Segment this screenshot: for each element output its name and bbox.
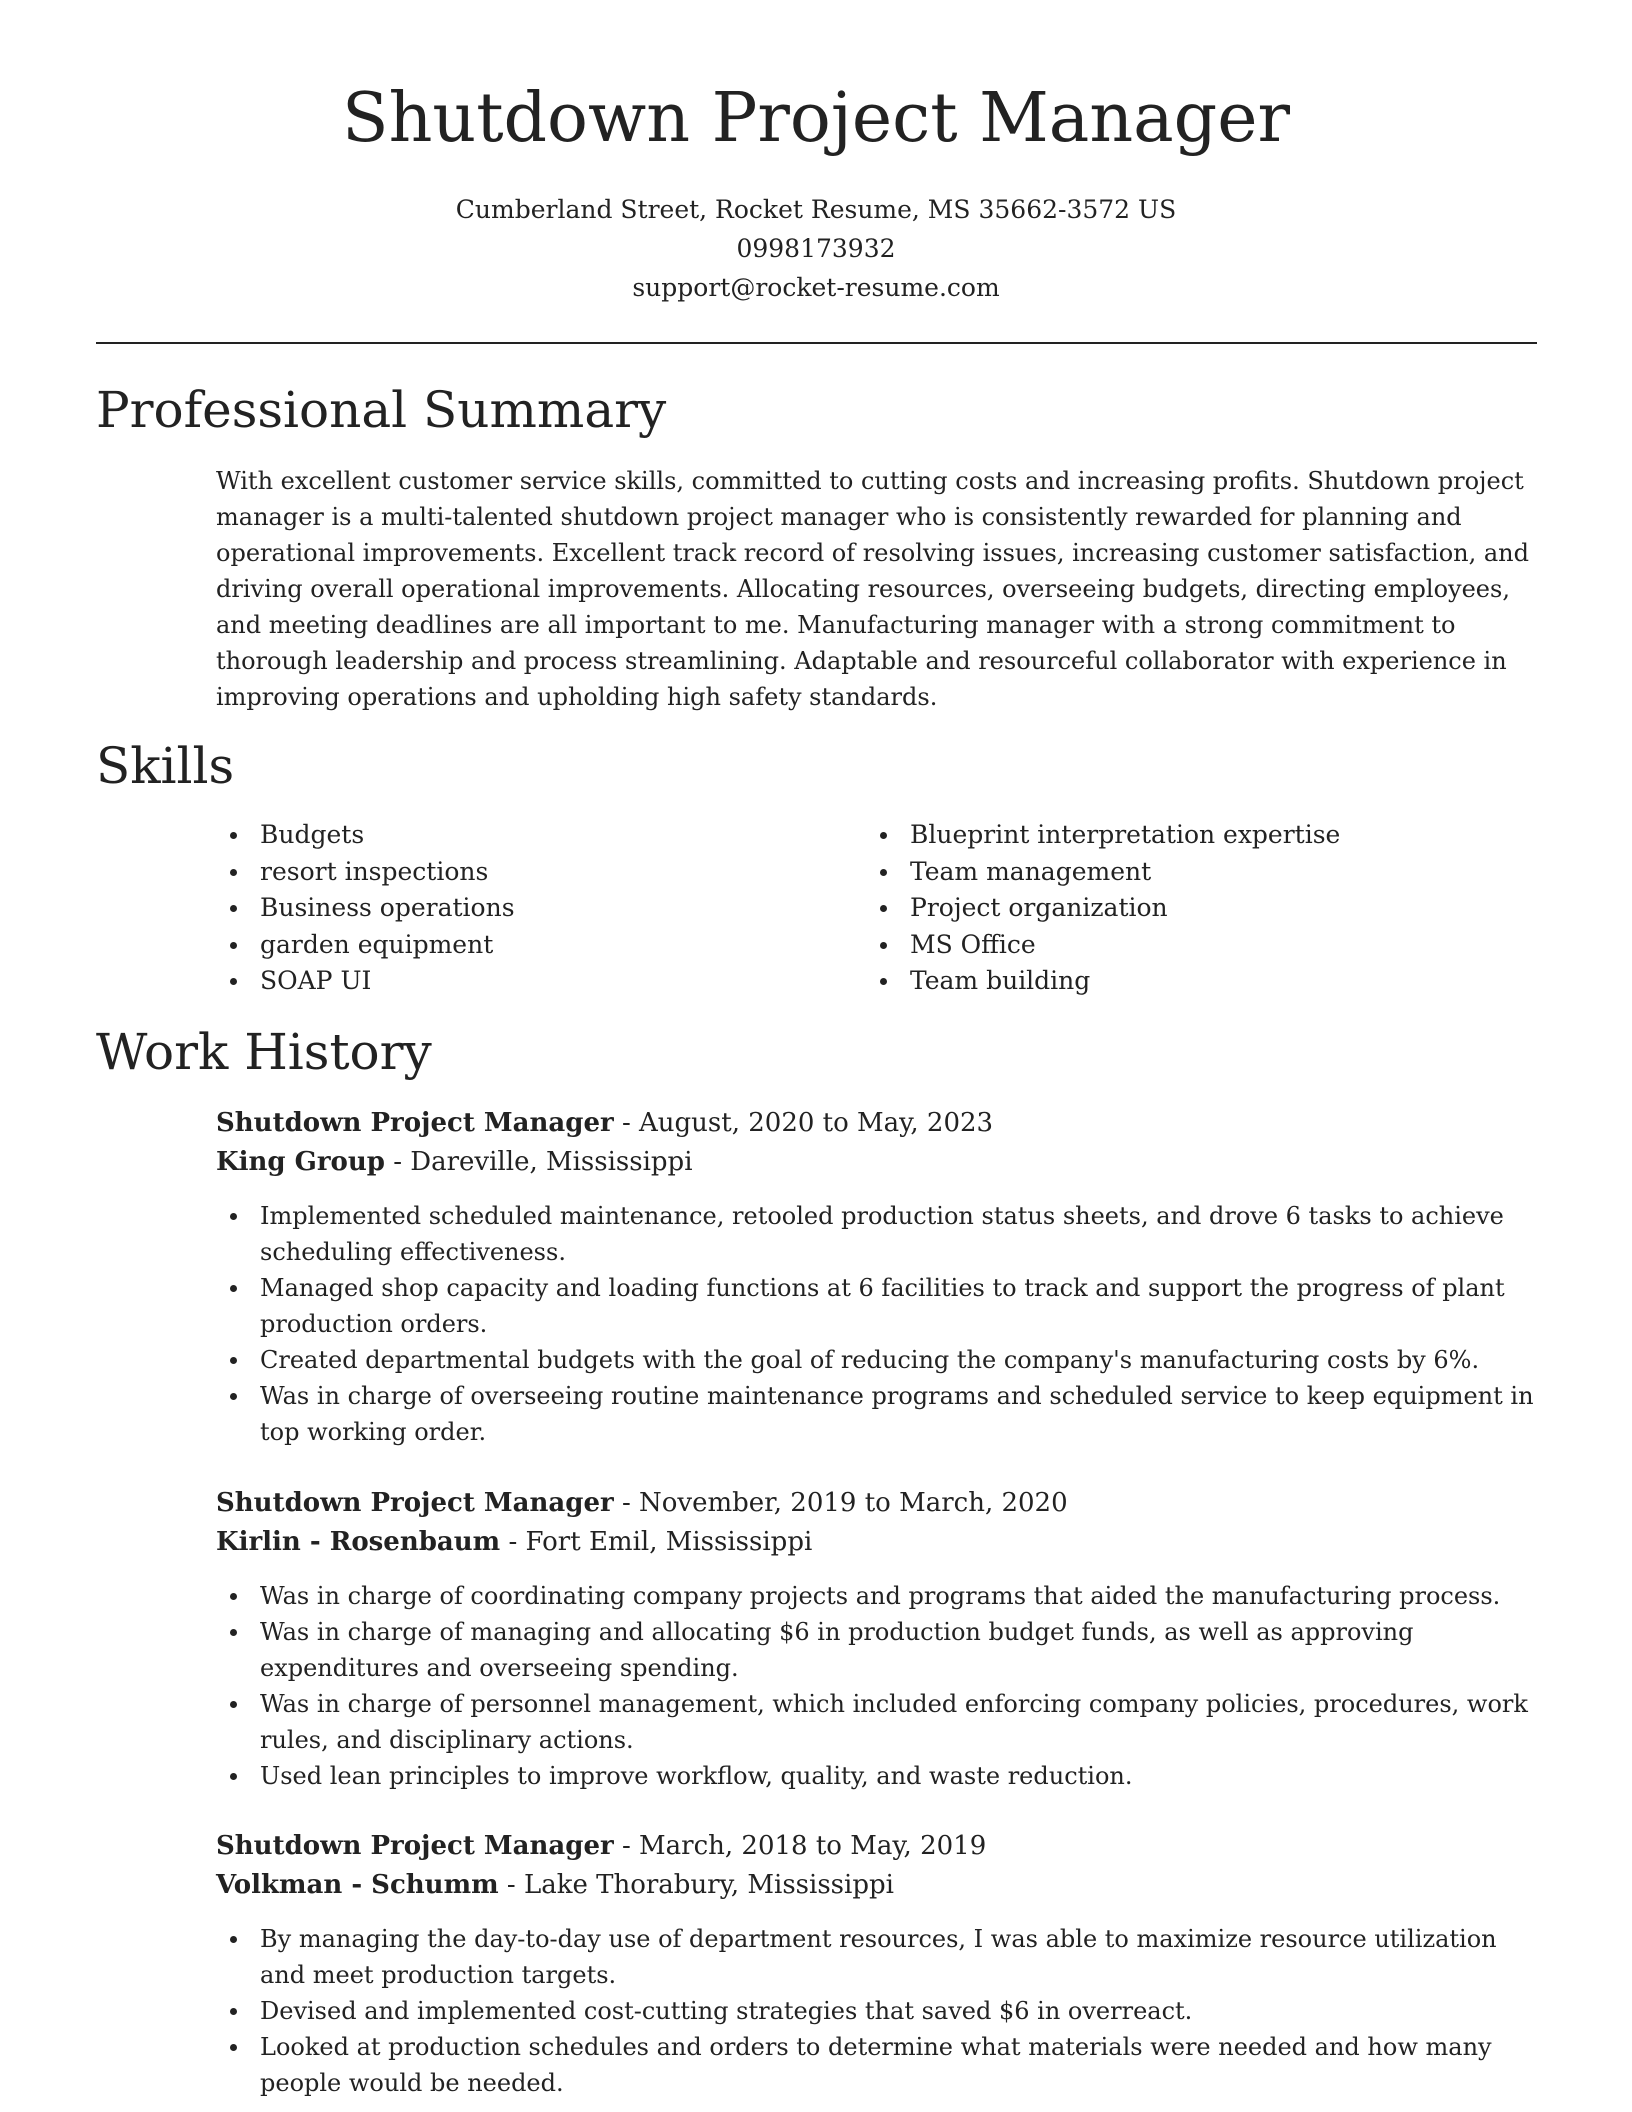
- job-bullet: Looked at production schedules and orders to determine what materials were needed and how many people would be needed.: [216, 2029, 1538, 2101]
- address: Cumberland Street, Rocket Resume, MS 35662-3572 US: [455, 195, 1177, 224]
- separator: -: [500, 1527, 526, 1557]
- job-bullet: By managing the day-to-day use of department resources, I was able to maximize resource utilization and meet production targets.: [216, 1921, 1538, 1993]
- job-company-line: [216, 1523, 1538, 1562]
- separator: -: [613, 1108, 640, 1138]
- job-bullet: Was in charge of coordinating company projects and programs that aided the manufacturing process.: [216, 1578, 1538, 1614]
- job-title-line: [216, 1104, 1538, 1143]
- separator: -: [613, 1488, 640, 1518]
- job-company-line: [216, 1143, 1538, 1182]
- job-title: Shutdown Project Manager: [216, 1488, 614, 1518]
- skill-item: Team management: [866, 854, 1526, 891]
- job-location: Lake Thorabury, Mississippi: [523, 1870, 894, 1900]
- job-company: King Group: [216, 1147, 385, 1177]
- job-title-line: [216, 1484, 1538, 1523]
- job-title: Shutdown Project Manager: [216, 1108, 614, 1138]
- separator: -: [613, 1831, 640, 1861]
- resume-name: Shutdown Project Manager: [342, 79, 1290, 158]
- phone: 0998173932: [736, 234, 896, 263]
- job-bullet: Was in charge of overseeing routine maintenance programs and scheduled service to keep equipment in top working order.: [216, 1378, 1538, 1450]
- job-location: Fort Emil, Mississippi: [525, 1527, 813, 1557]
- job-bullets: [216, 1198, 1538, 1450]
- skill-item: Business operations: [216, 890, 836, 927]
- summary-text: With excellent customer service skills, committed to cutting costs and increasing profits. Shutdown project manager is a multi-talented shutdown project manager who is consistently rewarded for planning and operational improvements. Excellent track record of resolving issues, increasing customer satisfaction, and driving overall operational improvements. Allocating resources, overseeing budgets, directing employees, and meeting deadlines are all important to me. Manufacturing manager with a strong commitment to thorough leadership and process streamlining. Adaptable and resourceful collaborator with experience in improving operations and upholding high safety standards.: [216, 467, 1529, 711]
- job-location: Dareville, Mississippi: [410, 1147, 693, 1177]
- skill-item: resort inspections: [216, 854, 836, 891]
- contact-block: [0, 190, 1632, 307]
- skill-item: Blueprint interpretation expertise: [866, 817, 1526, 854]
- work-history-heading: Work History: [96, 1023, 432, 1081]
- job-bullets: [216, 1921, 1538, 2101]
- job-entry: [216, 1104, 1538, 1450]
- skill-item: Project organization: [866, 890, 1526, 927]
- separator: -: [384, 1147, 411, 1177]
- skill-item: Budgets: [216, 817, 836, 854]
- skill-item: SOAP UI: [216, 963, 836, 1000]
- job-entry: [216, 1827, 1538, 2101]
- skill-item: Team building: [866, 963, 1526, 1000]
- job-bullet: Was in charge of managing and allocating $6 in production budget funds, as well as approving expenditures and overseeing spending.: [216, 1614, 1538, 1686]
- job-dates: March, 2018 to May, 2019: [639, 1831, 987, 1861]
- job-company: Volkman - Schumm: [216, 1870, 499, 1900]
- job-bullet: Implemented scheduled maintenance, retooled production status sheets, and drove 6 tasks to achieve scheduling effectiveness.: [216, 1198, 1538, 1270]
- job-company: Kirlin - Rosenbaum: [216, 1527, 501, 1557]
- job-bullet: Created departmental budgets with the goal of reducing the company's manufacturing costs by 6%.: [216, 1342, 1538, 1378]
- job-title: Shutdown Project Manager: [216, 1831, 614, 1861]
- skills-heading: Skills: [96, 737, 235, 795]
- skills-list-left: [216, 817, 836, 1000]
- skill-item: MS Office: [866, 927, 1526, 964]
- job-dates: November, 2019 to March, 2020: [639, 1488, 1068, 1518]
- job-title-line: [216, 1827, 1538, 1866]
- header-divider: [96, 342, 1537, 344]
- job-entry: [216, 1484, 1538, 1794]
- job-bullet: Devised and implemented cost-cutting strategies that saved $6 in overreact.: [216, 1993, 1538, 2029]
- job-bullet: Used lean principles to improve workflow, quality, and waste reduction.: [216, 1758, 1538, 1794]
- job-bullet: Was in charge of personnel management, which included enforcing company policies, procedures, work rules, and disciplinary actions.: [216, 1686, 1538, 1758]
- skills-list-right: [866, 817, 1526, 1000]
- email: support@rocket-resume.com: [632, 273, 1000, 302]
- separator: -: [498, 1870, 524, 1900]
- job-bullet: Managed shop capacity and loading functions at 6 facilities to track and support the progress of plant production orders.: [216, 1270, 1538, 1342]
- job-bullets: [216, 1578, 1538, 1794]
- skill-item: garden equipment: [216, 927, 836, 964]
- job-dates: August, 2020 to May, 2023: [639, 1108, 994, 1138]
- summary-heading: Professional Summary: [96, 381, 667, 439]
- job-company-line: [216, 1866, 1538, 1905]
